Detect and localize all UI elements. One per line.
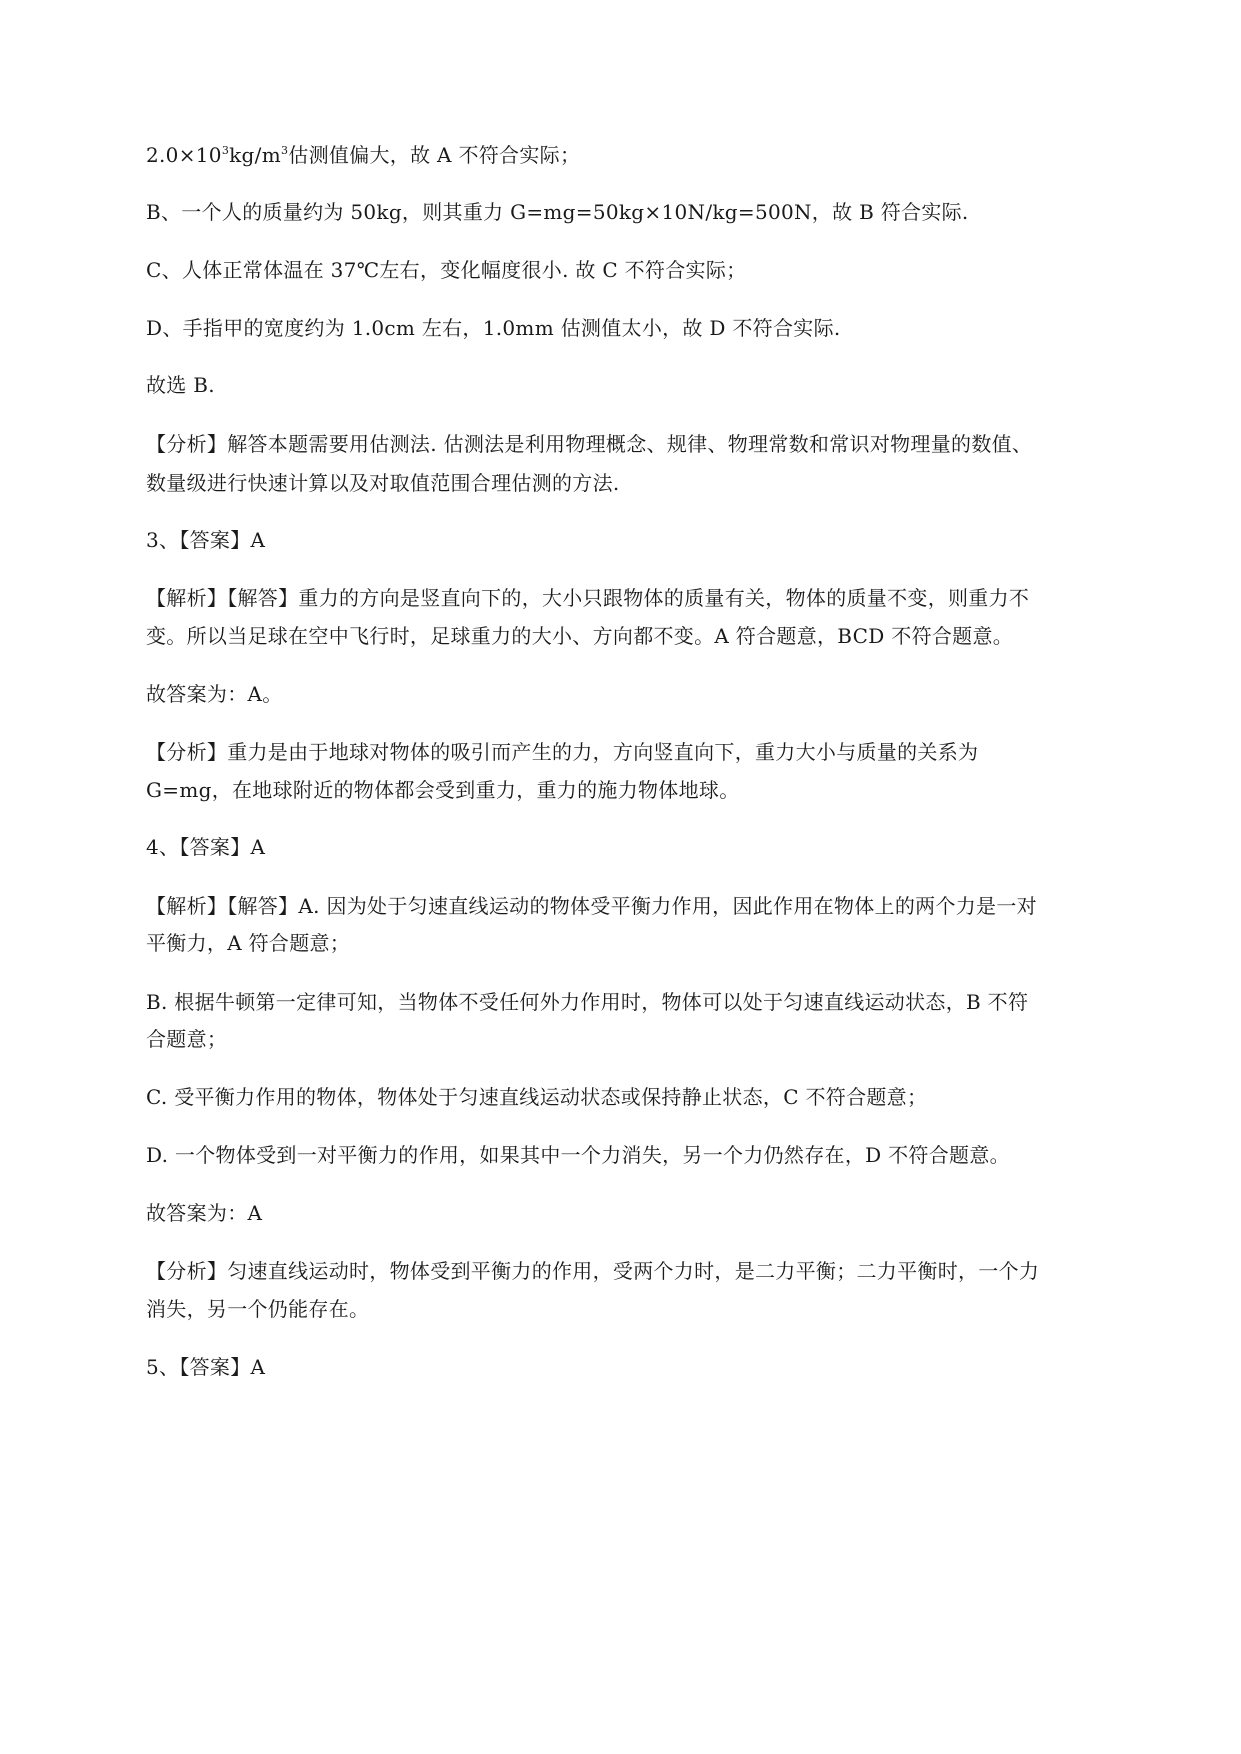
paragraph-line: B. 根据牛顿第一定律可知，当物体不受任何外力作用时，物体可以处于匀速直线运动状态，B 不符 [146, 990, 1029, 1014]
paragraph-line: B、一个人的质量约为 50kg，则其重力 G=mg=50kg×10N/kg=500N，故 B 符合实际. [146, 200, 969, 224]
paragraph-line: 故选 B. [146, 373, 215, 397]
paragraph-line: 【解析】【解答】重力的方向是竖直向下的，大小只跟物体的质量有关，物体的质量不变，则重力不 [146, 586, 1030, 610]
paragraph-line: 故答案为：A [146, 1201, 263, 1225]
paragraph-line: 合题意； [146, 1027, 228, 1051]
paragraph-line: 【分析】重力是由于地球对物体的吸引而产生的力，方向竖直向下，重力大小与质量的关系为 [146, 740, 979, 764]
answer-heading: 3、【答案】A [146, 528, 266, 552]
paragraph-line: 【分析】匀速直线运动时，物体受到平衡力的作用，受两个力时，是二力平衡；二力平衡时，一个力 [146, 1259, 1040, 1283]
paragraph-line: 平衡力，A 符合题意； [146, 931, 351, 955]
paragraph-line: 【分析】解答本题需要用估测法. 估测法是利用物理概念、规律、物理常数和常识对物理量的数值、 [146, 432, 1033, 456]
paragraph-line: C、人体正常体温在 37℃左右，变化幅度很小. 故 C 不符合实际； [146, 258, 747, 282]
answer-heading: 5、【答案】A [146, 1355, 266, 1379]
paragraph-line: $2.0\times 10^3kg/m^3$估测值偏大，故 A 不符合实际； [146, 143, 581, 167]
paragraph-line: D、手指甲的宽度约为 1.0cm 左右，1.0mm 估测值太小，故 D 不符合实际. [146, 316, 841, 340]
paragraph-line: 数量级进行快速计算以及对取值范围合理估测的方法. [146, 471, 620, 495]
paragraph-line: G=mg，在地球附近的物体都会受到重力，重力的施力物体地球。 [146, 778, 740, 802]
paragraph-line: 消失，另一个仍能存在。 [146, 1297, 370, 1321]
paragraph-line: 故答案为：A。 [146, 682, 283, 706]
paragraph-line: C. 受平衡力作用的物体，物体处于匀速直线运动状态或保持静止状态，C 不符合题意； [146, 1085, 928, 1109]
answer-heading: 4、【答案】A [146, 835, 266, 859]
paragraph-line: D. 一个物体受到一对平衡力的作用，如果其中一个力消失，另一个力仍然存在，D 不符合题意。 [146, 1143, 1010, 1167]
paragraph-line: 变。所以当足球在空中飞行时，足球重力的大小、方向都不变。A 符合题意，BCD 不符合题意。 [146, 624, 1014, 648]
paragraph-line: 【解析】【解答】A. 因为处于匀速直线运动的物体受平衡力作用，因此作用在物体上的两个力是一对 [146, 894, 1037, 918]
